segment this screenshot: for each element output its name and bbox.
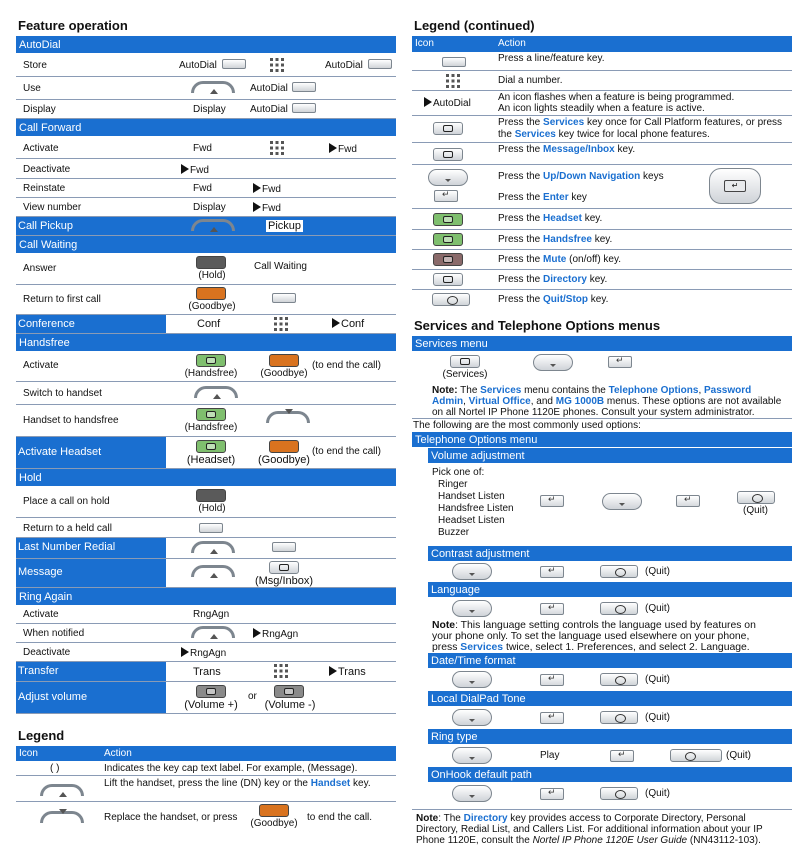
section-local-dialpad-tone: Local DialPad Tone bbox=[428, 691, 792, 707]
section-hold: Hold bbox=[16, 469, 396, 487]
dialpad-icon bbox=[274, 664, 290, 678]
section-message: Message (Msg/Inbox) bbox=[16, 559, 396, 588]
legend-directory: Press the Directory key. bbox=[412, 270, 792, 290]
section-contrast-adjustment: Contrast adjustment bbox=[428, 546, 792, 562]
navigation-key-icon bbox=[602, 493, 642, 510]
legend-title: Legend bbox=[18, 728, 65, 743]
section-date-time-format: Date/Time format bbox=[428, 653, 792, 669]
section-language: Language bbox=[428, 582, 792, 598]
row-services-menu: (Services) ↵ bbox=[412, 352, 792, 384]
row-onhook: ↵ (Quit) bbox=[412, 783, 792, 805]
common-options-text: The following are the most commonly used options: bbox=[412, 418, 792, 432]
legend-flash: AutoDial An icon flashes when a feature is being programmed. An icon lights steadily when a feature is active. bbox=[412, 91, 792, 116]
row-hold-place: Place a call on hold (Hold) bbox=[16, 487, 396, 518]
section-conference: Conference Conf Conf bbox=[16, 315, 396, 334]
handset-lift-icon bbox=[191, 541, 235, 555]
row-ra-activate: Activate RngAgn bbox=[16, 606, 396, 624]
message-key-icon bbox=[269, 561, 299, 574]
navigation-key-icon bbox=[452, 785, 492, 802]
feature-key-icon bbox=[272, 542, 296, 552]
section-call-pickup: Call Pickup Pickup bbox=[16, 217, 396, 236]
navigation-key-icon bbox=[452, 709, 492, 726]
section-services-menu: Services menu bbox=[412, 336, 792, 352]
dialpad-icon bbox=[270, 141, 286, 155]
handsfree-key-icon bbox=[196, 354, 226, 367]
section-call-waiting: Call Waiting bbox=[16, 236, 396, 254]
row-hf-activate: Activate (Handsfree) (Goodbye) (to end the call) bbox=[16, 352, 396, 382]
feature-key-icon bbox=[199, 523, 223, 533]
flash-arrow-icon bbox=[253, 628, 261, 638]
navigation-key-icon bbox=[452, 563, 492, 580]
goodbye-key-icon bbox=[196, 287, 226, 300]
row-hf-h2h: Handset to handsfree (Handsfree) bbox=[16, 405, 396, 437]
legend-continued-title: Legend (continued) bbox=[414, 18, 535, 33]
legend-navigation: ↵ Press the Up/Down Navigation keys Press the Enter key ↵ bbox=[412, 165, 792, 209]
dialpad-icon bbox=[274, 317, 290, 331]
enter-key-icon bbox=[434, 190, 458, 202]
legend-dialpad: Dial a number. bbox=[412, 71, 792, 91]
services-title: Services and Telephone Options menus bbox=[414, 318, 661, 333]
row-hold-return: Return to a held call bbox=[16, 518, 396, 538]
row-ra-deactivate: Deactivate RngAgn bbox=[16, 643, 396, 662]
section-ring-type: Ring type bbox=[428, 729, 792, 745]
section-volume-adjustment: Volume adjustment bbox=[428, 448, 792, 464]
navigation-key-icon bbox=[452, 600, 492, 617]
enter-key-icon bbox=[540, 712, 564, 724]
handset-lift-icon bbox=[194, 386, 238, 400]
feature-key-icon bbox=[292, 82, 316, 92]
flash-arrow-icon bbox=[253, 202, 261, 212]
hold-key-icon bbox=[196, 256, 226, 269]
flash-arrow-icon bbox=[181, 164, 189, 174]
row-fwd-activate: Activate Fwd Fwd bbox=[16, 137, 396, 159]
dialpad-icon bbox=[270, 58, 286, 72]
quit-key-icon bbox=[432, 293, 470, 306]
handset-lift-icon bbox=[191, 81, 235, 95]
quit-key-icon bbox=[600, 787, 638, 800]
services-note: Note: The Services menu contains the Telephone Options, Password Admin, Virtual Office, and MG 1000B menus. These options are not available on all Nortel IP Phone 1120E phones. Consult your system administrator. bbox=[432, 385, 782, 418]
handsfree-key-icon bbox=[196, 408, 226, 421]
page-title: Feature operation bbox=[18, 18, 128, 33]
legend-handsfree: Press the Handsfree key. bbox=[412, 230, 792, 250]
feature-key-icon bbox=[272, 293, 296, 303]
flash-arrow-icon bbox=[424, 97, 432, 107]
row-ra-notified: When notified RngAgn bbox=[16, 624, 396, 643]
enter-key-icon bbox=[608, 356, 632, 368]
row-language: ↵ (Quit) bbox=[412, 598, 792, 619]
quit-key-icon bbox=[600, 711, 638, 724]
directory-note: Note: The Directory key provides access to Corporate Directory, Personal Directory, Redial List, and Callers List. For additional information about your IP Phone 1120E, consult the Nortel IP Phone 1120E User Guide (NN43112-103). bbox=[412, 809, 792, 849]
enter-key-icon bbox=[540, 566, 564, 578]
section-onhook-default-path: OnHook default path bbox=[428, 767, 792, 783]
quit-key-icon bbox=[600, 602, 638, 615]
row-fwd-reinstate: Reinstate Fwd Fwd bbox=[16, 179, 396, 198]
enter-key-icon bbox=[540, 495, 564, 507]
legend-services: Press the Services key once for Call Platform features, or press the Services key twice for local phone features. bbox=[412, 116, 792, 143]
feature-key-icon bbox=[442, 57, 466, 67]
row-autodial-display: Display Display AutoDial bbox=[16, 100, 396, 119]
row-ring-type: Play ↵ (Quit) bbox=[412, 745, 792, 767]
volume-up-key-icon bbox=[196, 685, 226, 698]
services-key-icon bbox=[450, 355, 480, 368]
enter-key-icon bbox=[540, 788, 564, 800]
feature-key-icon bbox=[292, 103, 316, 113]
flash-arrow-icon bbox=[181, 647, 189, 657]
section-ring-again: Ring Again bbox=[16, 588, 396, 606]
handset-lift-icon bbox=[40, 784, 84, 798]
headset-key-icon bbox=[433, 213, 463, 226]
goodbye-key-icon bbox=[269, 354, 299, 367]
handsfree-key-icon bbox=[433, 233, 463, 246]
flash-arrow-icon bbox=[329, 143, 337, 153]
handset-replace-icon bbox=[40, 811, 84, 825]
dialpad-icon bbox=[446, 74, 462, 88]
feature-key-icon bbox=[368, 59, 392, 69]
row-fwd-view: View number Display Fwd bbox=[16, 198, 396, 217]
enter-key-icon bbox=[540, 603, 564, 615]
directory-key-icon bbox=[433, 273, 463, 286]
flash-arrow-icon bbox=[253, 183, 261, 193]
row-autodial-use: Use AutoDial bbox=[16, 77, 396, 100]
legend-quit: Press the Quit/Stop key. bbox=[412, 290, 792, 310]
mute-key-icon bbox=[433, 253, 463, 266]
row-contrast: ↵ (Quit) bbox=[412, 562, 792, 582]
row-dialpad-tone: ↵ (Quit) bbox=[412, 707, 792, 729]
quit-key-icon bbox=[670, 749, 722, 762]
section-activate-headset: Activate Headset (Headset) (Goodbye) (to end the call) bbox=[16, 437, 396, 469]
message-key-icon bbox=[433, 148, 463, 161]
row-hf-switch: Switch to handset bbox=[16, 382, 396, 405]
quit-key-icon bbox=[600, 565, 638, 578]
legend-line-key: Press a line/feature key. bbox=[412, 52, 792, 71]
handset-replace-icon bbox=[266, 411, 310, 425]
headset-key-icon bbox=[196, 440, 226, 453]
goodbye-key-icon bbox=[269, 440, 299, 453]
section-transfer: Transfer Trans Trans bbox=[16, 662, 396, 682]
row-volume-adjustment: Pick one of: Ringer Handset Listen Handsfree Listen Headset Listen Buzzer ↵ ↵ (Quit) bbox=[412, 464, 792, 546]
row-cw-return: Return to first call (Goodbye) bbox=[16, 285, 396, 315]
navigation-cluster-icon: ↵ bbox=[709, 168, 761, 204]
legend-header: Icon Action bbox=[16, 746, 396, 761]
feature-operation-column bbox=[16, 0, 396, 834]
section-handsfree: Handsfree bbox=[16, 334, 396, 352]
legend-continued-column bbox=[412, 0, 792, 849]
handset-lift-icon bbox=[191, 219, 235, 233]
handset-lift-icon bbox=[191, 565, 235, 579]
section-autodial: AutoDial bbox=[16, 36, 396, 54]
row-cw-answer: Answer (Hold) Call Waiting bbox=[16, 254, 396, 285]
section-telephone-options: Telephone Options menu bbox=[412, 432, 792, 448]
legend-row-replace: Replace the handset, or press (Goodbye) to end the call. bbox=[16, 802, 396, 834]
row-date-time: ↵ (Quit) bbox=[412, 669, 792, 691]
navigation-key-icon bbox=[428, 169, 468, 186]
navigation-key-icon bbox=[533, 354, 573, 371]
legend-continued-header: Icon Action bbox=[412, 36, 792, 52]
section-call-forward: Call Forward bbox=[16, 119, 396, 137]
row-autodial-store: Store AutoDial AutoDial bbox=[16, 54, 396, 77]
feature-key-icon bbox=[222, 59, 246, 69]
flash-arrow-icon bbox=[332, 318, 340, 328]
section-adjust-volume: Adjust volume (Volume +) or (Volume -) bbox=[16, 682, 396, 714]
enter-key-icon bbox=[610, 750, 634, 762]
enter-key-icon bbox=[676, 495, 700, 507]
quit-key-icon bbox=[600, 673, 638, 686]
volume-down-key-icon bbox=[274, 685, 304, 698]
section-last-number-redial: Last Number Redial bbox=[16, 538, 396, 559]
legend-row-lift: Lift the handset, press the line (DN) key or the Handset key. bbox=[16, 776, 396, 802]
quit-key-icon bbox=[737, 491, 775, 504]
legend-message: Press the Message/Inbox key. bbox=[412, 143, 792, 165]
legend-mute: Press the Mute (on/off) key. bbox=[412, 250, 792, 270]
row-fwd-deactivate: Deactivate Fwd bbox=[16, 159, 396, 179]
handset-lift-icon bbox=[191, 626, 235, 640]
services-key-icon bbox=[433, 122, 463, 135]
legend-row-keycap: ( ) Indicates the key cap text label. For example, (Message). bbox=[16, 761, 396, 776]
navigation-key-icon bbox=[452, 671, 492, 688]
legend-headset: Press the Headset key. bbox=[412, 209, 792, 230]
flash-arrow-icon bbox=[329, 666, 337, 676]
language-note: Note: This language setting controls the language used by features on your phone only. To set the language used elsewhere on your phone, press Services twice, select 1. Preferences, and select 2. Language. bbox=[432, 620, 756, 653]
navigation-key-icon bbox=[452, 747, 492, 764]
hold-key-icon bbox=[196, 489, 226, 502]
goodbye-key-icon bbox=[259, 804, 289, 817]
enter-key-icon bbox=[540, 674, 564, 686]
